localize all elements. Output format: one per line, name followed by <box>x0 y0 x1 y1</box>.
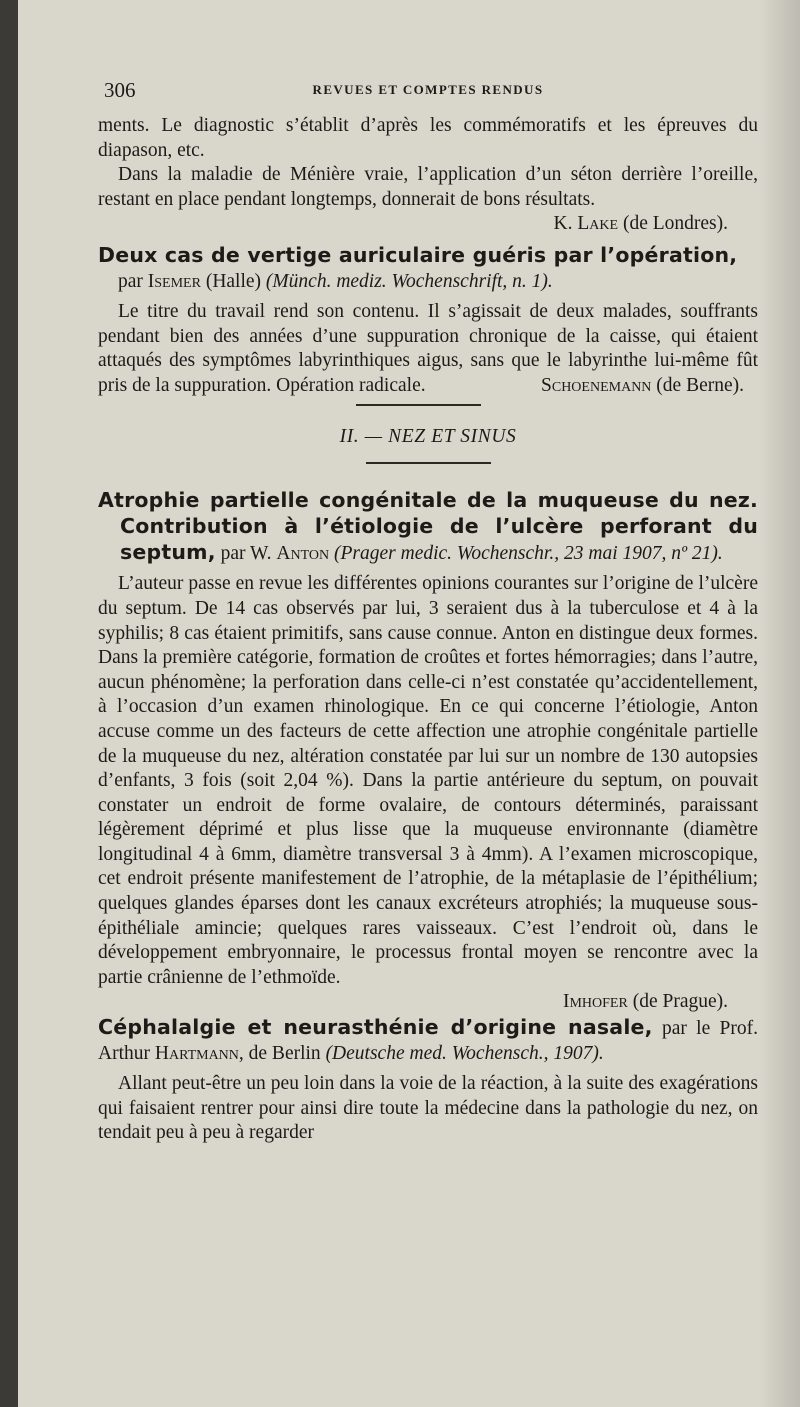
signature-place: (de Prague). <box>632 991 728 1013</box>
signature-name: Schoenemann <box>541 374 652 396</box>
article-body: Le titre du travail rend son contenu. Il s’agissait de deux malades, souffrants pendant bien des années d’une suppuration chronique de la caisse, qui étaient attaqués des symptômes labyrinthiques aigus, sans que le labyrinthe lui-même fût pris de la suppuration. Opération radicale. <box>98 300 758 396</box>
continued-paragraph: ments. Le diagnostic s’établit d’après les commémoratifs et les épreuves du diapason, etc. <box>98 115 758 161</box>
byline-prefix: par le Prof. Arthur <box>98 1018 758 1065</box>
article-title: Atrophie partielle congénitale de la muqueuse du nez. Contribution à l’étiologie de l’ulcère perforant du septum, <box>98 488 758 565</box>
source-citation: (Münch. mediz. Wochenschrift, n. 1). <box>265 270 553 292</box>
section-title: II. — NEZ ET SINUS <box>339 426 517 448</box>
author-place: , de Berlin <box>238 1043 321 1065</box>
signature-place: (de Berne). <box>656 374 744 396</box>
page-number: 306 <box>104 78 136 102</box>
article-heading-atrophie <box>98 488 758 566</box>
article-body: Allant peut-être un peu loin dans la voie de la réaction, à la suite des exagérations qui faisaient rentrer pour ainsi dire toute la médecine dans la pathologie du nez, on tendait peu à peu à regarder <box>98 1073 758 1144</box>
article-title: Céphalalgie et neurasthénie d’origine nasale, <box>98 1015 653 1040</box>
separator-rule <box>356 404 481 406</box>
page-content <box>98 70 758 1146</box>
article-heading-cephalalgie <box>98 1015 758 1066</box>
running-title: REVUES ET COMPTES RENDUS <box>312 82 544 97</box>
author-name: Hartmann <box>154 1043 239 1065</box>
article-body: L’auteur passe en revue les différentes opinions courantes sur l’origine de l’ulcère du septum. De 14 cas observés par lui, 3 seraient dus à la tuberculose et 4 à la syphilis; 8 cas étaient primitifs, sans cause connue. Anton en distingue deux formes. Dans la première catégorie, formation de croûtes et fortes hémorragies; dans l’autre, aucun phénomène; la perforation dans celle-ci n’est constatée qu’accidentellement, à l’occasion d’un examen rhinologique. En ce qui concerne l’étiologie, Anton accuse comme un des facteurs de cette affection une atrophie congénitale partielle de la muqueuse du nez, altération constatée par lui sur un nombre de 130 autopsies d’enfants, 3 fois (soit 2,04 %). Dans la partie antérieure du septum, on pouvait constater un endroit de forme ovalaire, de contours déterminés, paraissant légèrement déprimé et plus lisse que la muqueuse environnante (diamètre longitudinal 4 à 6mm, diamètre transversal 3 à 4mm). A l’examen microscopique, cet endroit présente manifestement de l’atrophie, de la métaplasie de l’épithélium; quelques glandes éparses dont les canaux excréteurs atrophiés; la muqueuse sous-épithéliale amincie; quelques rares vaisseaux. C’est l’endroit où, dans le développement embryonnaire, le processus frontal moyen se rencontre avec la partie crânienne de l’ethmoïde. <box>98 573 758 988</box>
author-name: Anton <box>276 543 330 565</box>
byline-prefix: par W. <box>220 543 272 565</box>
article-byline <box>98 269 758 294</box>
paragraph-meniere: Dans la maladie de Ménière vraie, l’application d’un séton derrière l’oreille, restant en place pendant longtemps, donnerait de bons résultats. <box>98 164 758 210</box>
signature-name: K. Lake <box>553 213 619 235</box>
source-citation: (Prager medic. Wochenschr., 23 mai 1907, nº 21). <box>334 543 723 565</box>
signature-imhofer <box>98 990 758 1015</box>
signature-name: Imhofer <box>562 991 628 1013</box>
page-edge-shadow <box>760 0 800 1407</box>
author-name: Isemer <box>147 270 201 292</box>
article-heading-vertige <box>98 243 758 294</box>
signature-place: (de Londres). <box>622 213 728 235</box>
article-title: Deux cas de vertige auriculaire guéris par l’opération, <box>98 242 738 267</box>
running-header <box>98 70 758 114</box>
byline-prefix: par <box>118 270 143 292</box>
source-citation: (Deutsche med. Wochensch., 1907). <box>325 1043 604 1065</box>
signature-lake <box>98 212 758 237</box>
author-place: (Halle) <box>205 270 262 292</box>
book-page <box>18 0 800 1407</box>
